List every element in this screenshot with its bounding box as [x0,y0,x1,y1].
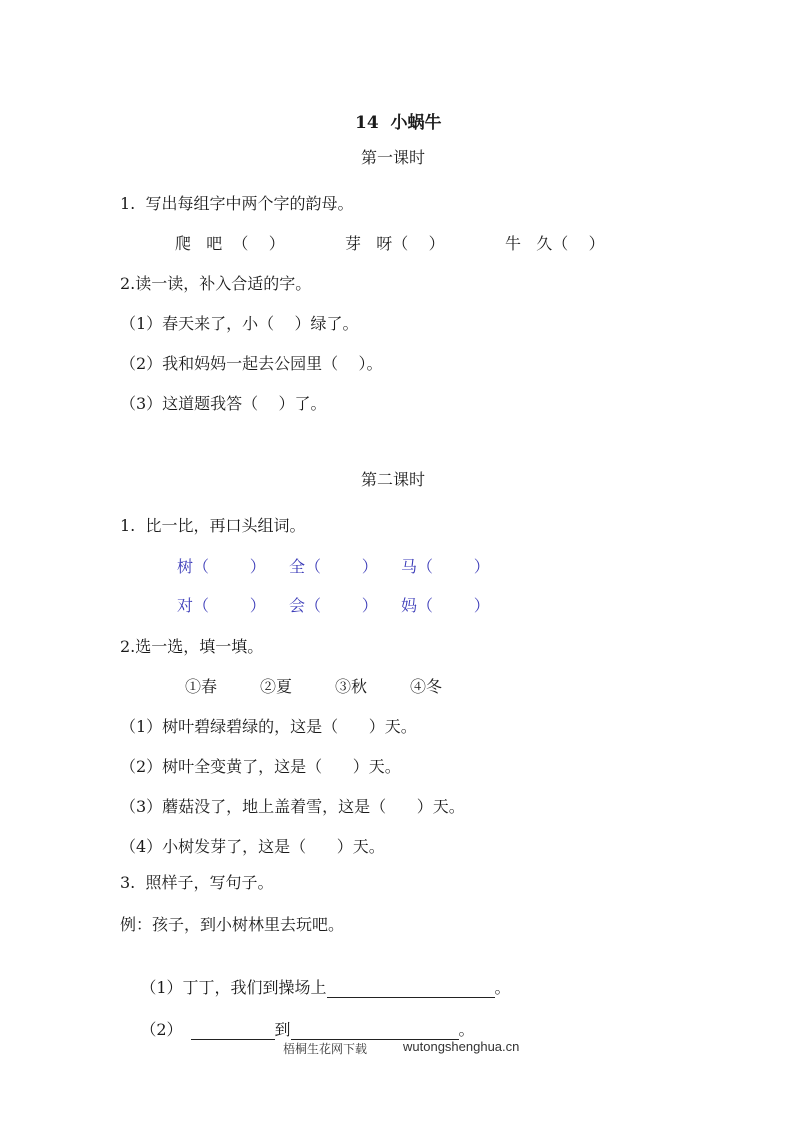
lesson1-q1-group-2: 芽 呀（ ） [345,234,445,253]
lesson2-q3-example: 例：孩子，到小树林里去玩吧。 [120,915,345,934]
compare-word-6: 妈（ ） [401,596,490,615]
answer-blank-1[interactable] [327,981,495,998]
item2-suffix: 。 [458,1020,475,1039]
answer-blank-2[interactable] [191,1023,275,1040]
compare-word-1: 树（ ） [177,557,266,576]
item1-prefix: （1）丁丁，我们到操场上 [140,978,327,997]
lesson1-q1-prompt: 1. 写出每组字中两个字的韵母。 [120,194,354,213]
lesson1-q1-group-3: 牛 久（ ） [505,234,605,253]
lesson2-heading: 第二课时 [361,470,426,489]
lesson1-q1-group-1: 爬 吧 （ ） [175,234,285,253]
season-option-2: ②夏 [260,677,293,696]
lesson2-q2-item-4: （4）小树发芽了，这是（ ）天。 [120,837,385,856]
season-option-4: ④冬 [410,677,443,696]
answer-blank-3[interactable] [291,1023,459,1040]
compare-word-5: 会（ ） [289,596,378,615]
lesson2-q2-item-2: （2）树叶全变黄了，这是（ ）天。 [120,757,401,776]
footer-url: wutongshenghua.cn [403,1039,520,1054]
page-title: 14 小蜗牛 [355,113,442,133]
item2-middle: 到 [274,1020,291,1039]
lesson2-q2-prompt: 2.选一选，填一填。 [120,637,264,656]
compare-word-4: 对（ ） [177,596,266,615]
lesson1-heading: 第一课时 [361,148,426,167]
lesson1-q2-item-2: （2）我和妈妈一起去公园里（ ）。 [120,354,383,373]
season-option-3: ③秋 [335,677,368,696]
item1-suffix: 。 [494,978,511,997]
lesson1-q2-item-1: （1）春天来了，小（ ）绿了。 [120,314,359,333]
lesson2-q2-item-3: （3）蘑菇没了，地上盖着雪，这是（ ）天。 [120,797,465,816]
compare-word-2: 全（ ） [289,557,378,576]
season-option-1: ①春 [185,677,218,696]
footer-site-name: 梧桐生花网下载 [283,1042,368,1056]
compare-word-3: 马（ ） [401,557,490,576]
lesson2-q2-item-1: （1）树叶碧绿碧绿的，这是（ ）天。 [120,717,417,736]
lesson2-q1-prompt: 1. 比一比，再口头组词。 [120,516,306,535]
lesson2-q3-prompt: 3. 照样子，写句子。 [120,873,274,892]
item2-prefix: （2） [140,1020,183,1039]
lesson1-q2-item-3: （3）这道题我答（ ）了。 [120,394,327,413]
lesson1-q2-prompt: 2.读一读，补入合适的字。 [120,274,312,293]
